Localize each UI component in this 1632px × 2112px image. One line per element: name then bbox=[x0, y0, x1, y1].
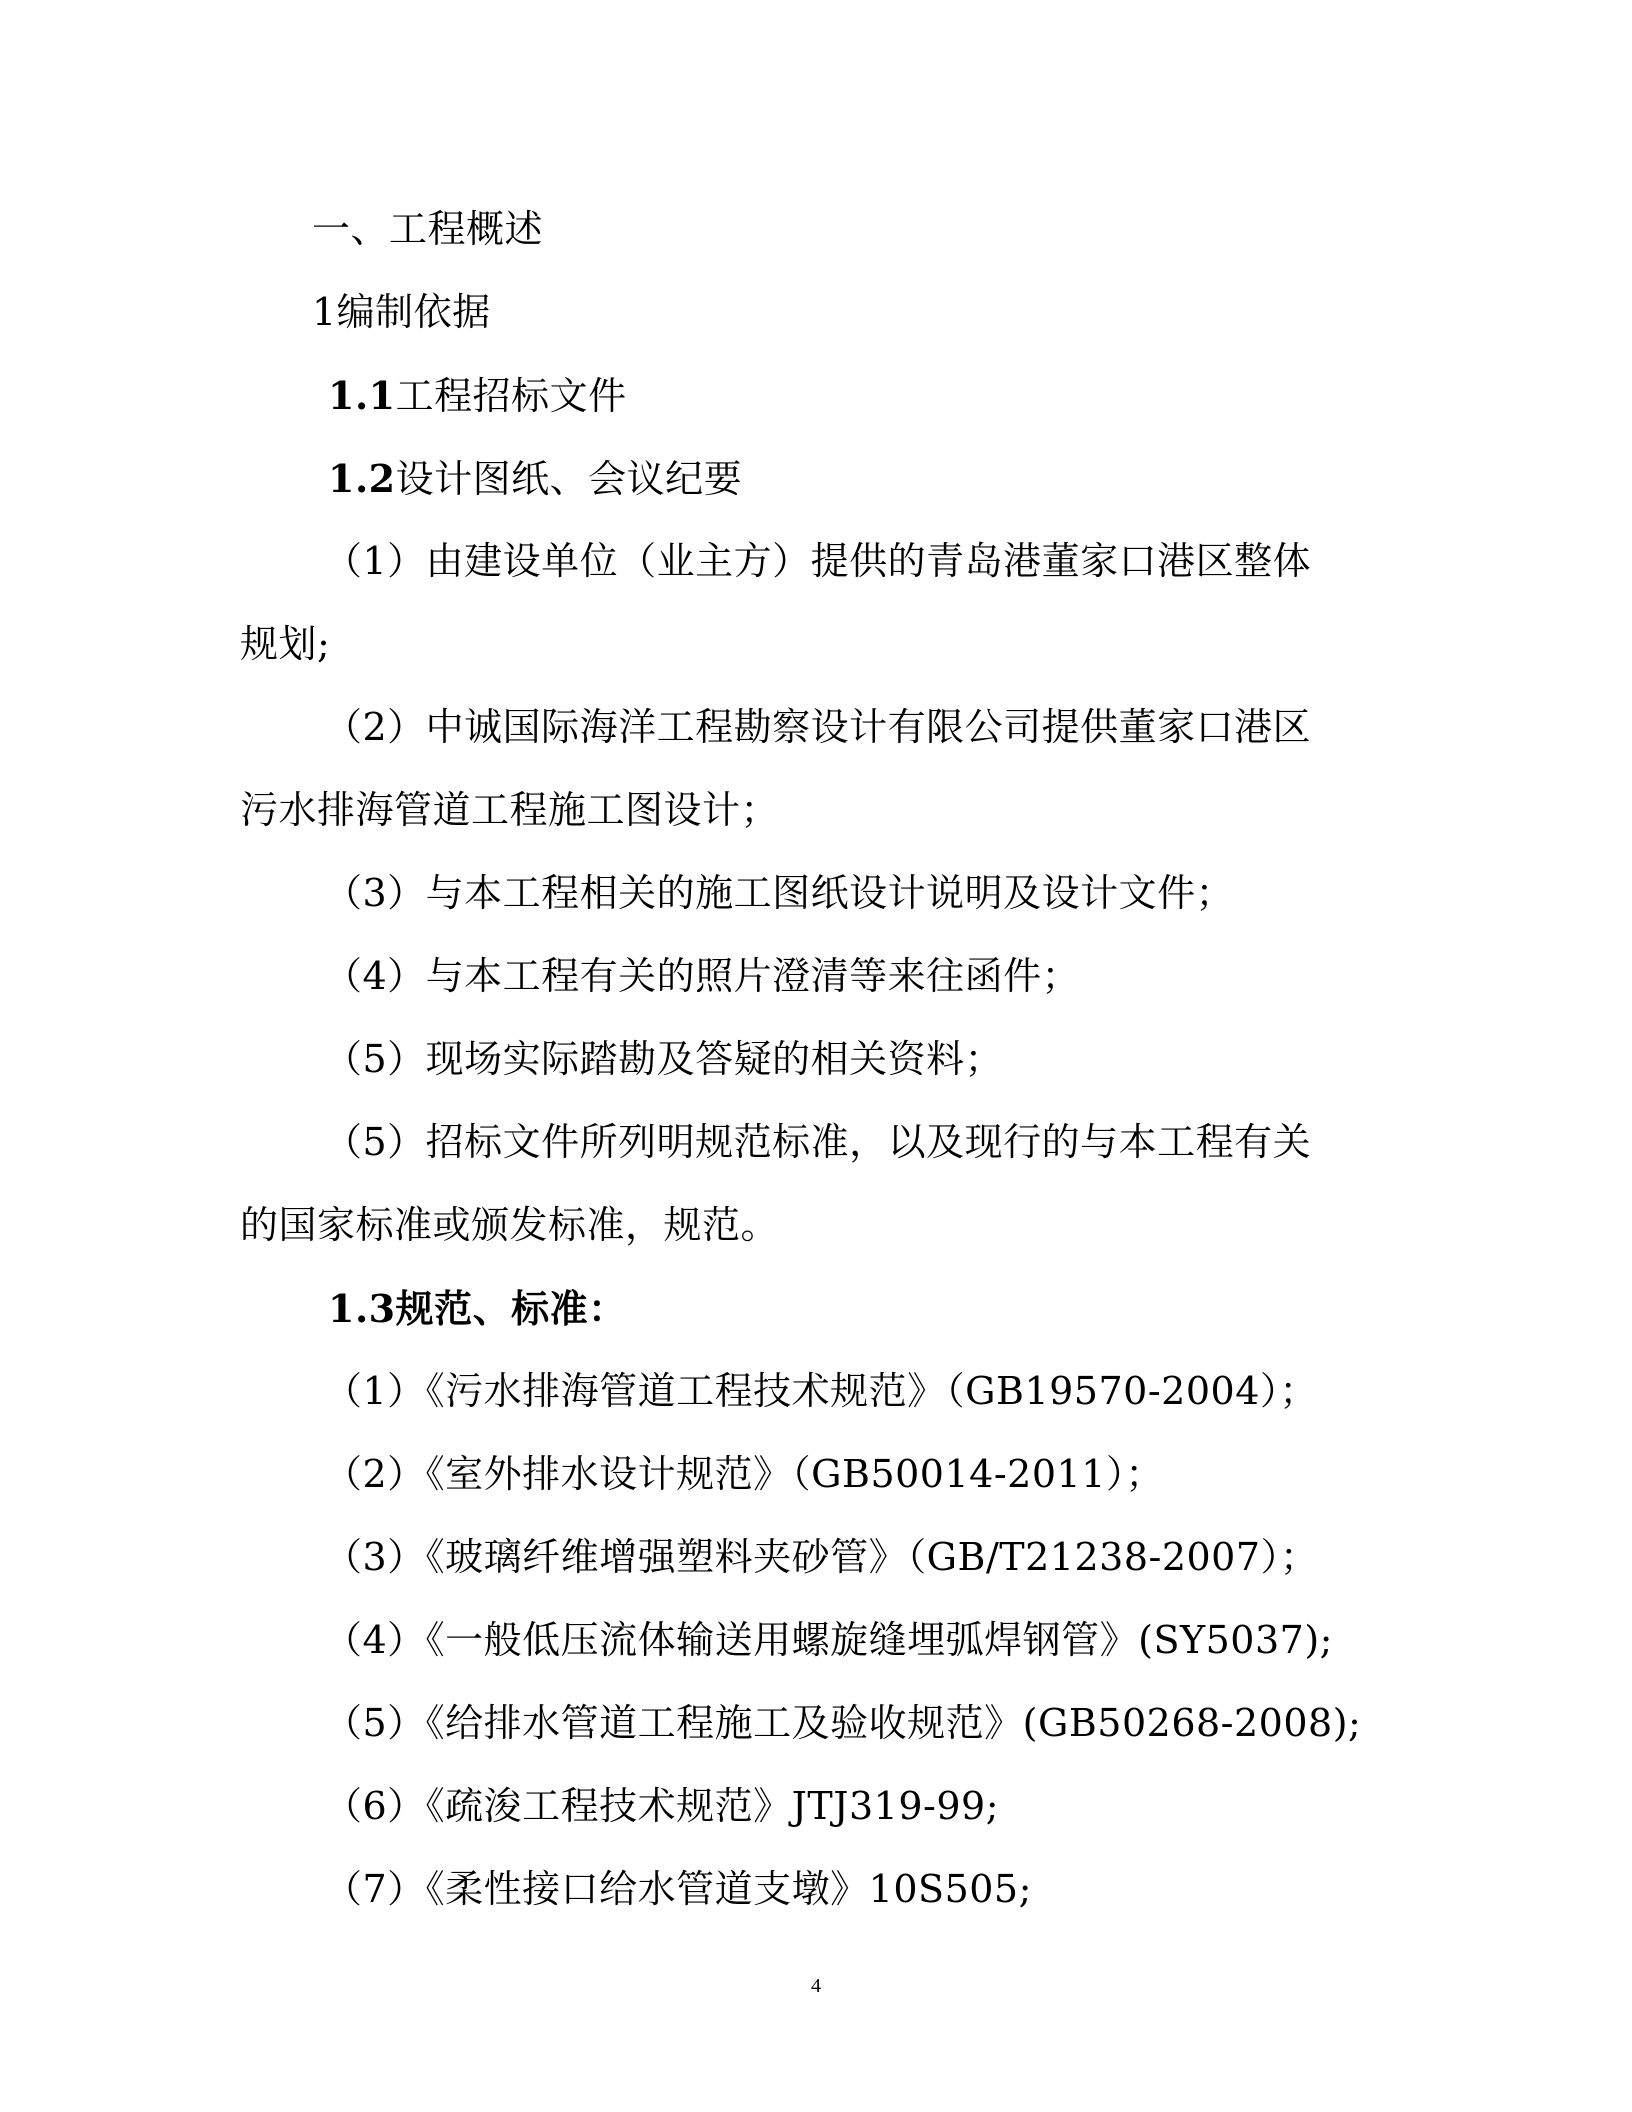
basis-item-2-line2: 污水排海管道工程施工图设计； bbox=[240, 788, 780, 832]
basis-item-6-line1: （5）招标文件所列明规范标准，以及现行的与本工程有关 bbox=[324, 1120, 1312, 1164]
standard-item-6: （6）《疏浚工程技术规范》JTJ319-99; bbox=[324, 1784, 1000, 1828]
item-1-1-text: 工程招标文件 bbox=[395, 374, 627, 418]
subsection-title: 1编制依据 bbox=[312, 290, 491, 334]
item-1-1 bbox=[240, 354, 1388, 437]
basis-item-4: （4）与本工程有关的照片澄清等来往函件； bbox=[324, 954, 1081, 998]
basis-item-5: （5）现场实际踏勘及答疑的相关资料； bbox=[324, 1037, 1004, 1081]
basis-item-2-line1: （2）中诚国际海洋工程勘察设计有限公司提供董家口港区 bbox=[324, 705, 1312, 749]
item-1-2-number: 1.2 bbox=[328, 456, 396, 501]
item-1-2-text: 设计图纸、会议纪要 bbox=[395, 457, 743, 501]
standard-item-2: （2）《室外排水设计规范》（GB50014-2011）； bbox=[324, 1452, 1164, 1496]
basis-item-1-line1: （1）由建设单位（业主方）提供的青岛港董家口港区整体 bbox=[324, 539, 1312, 583]
document-body bbox=[240, 188, 1388, 1931]
page-number: 4 bbox=[811, 1975, 821, 1997]
section-title: 一、工程概述 bbox=[312, 207, 544, 251]
basis-item-6-line2: 的国家标准或颁发标准，规范。 bbox=[240, 1203, 780, 1247]
item-1-3-text: 规范、标准： bbox=[395, 1286, 627, 1331]
standard-item-1: （1）《污水排海管道工程技术规范》（GB19570-2004）； bbox=[324, 1369, 1318, 1413]
standard-item-5: （5）《给排水管道工程施工及验收规范》(GB50268-2008); bbox=[324, 1701, 1362, 1745]
standard-item-4: （4）《一般低压流体输送用螺旋缝埋弧焊钢管》(SY5037); bbox=[324, 1618, 1333, 1662]
basis-item-3: （3）与本工程相关的施工图纸设计说明及设计文件； bbox=[324, 871, 1235, 915]
basis-item-1-line2: 规划; bbox=[240, 622, 331, 666]
item-1-3-number: 1.3 bbox=[328, 1286, 396, 1331]
item-1-2 bbox=[240, 437, 1388, 520]
standard-item-3: （3）《玻璃纤维增强塑料夹砂管》（GB/T21238-2007）； bbox=[324, 1535, 1319, 1579]
standard-item-7: （7）《柔性接口给水管道支墩》10S505; bbox=[324, 1867, 1032, 1911]
item-1-3 bbox=[240, 1267, 1388, 1350]
item-1-1-number: 1.1 bbox=[328, 373, 396, 418]
